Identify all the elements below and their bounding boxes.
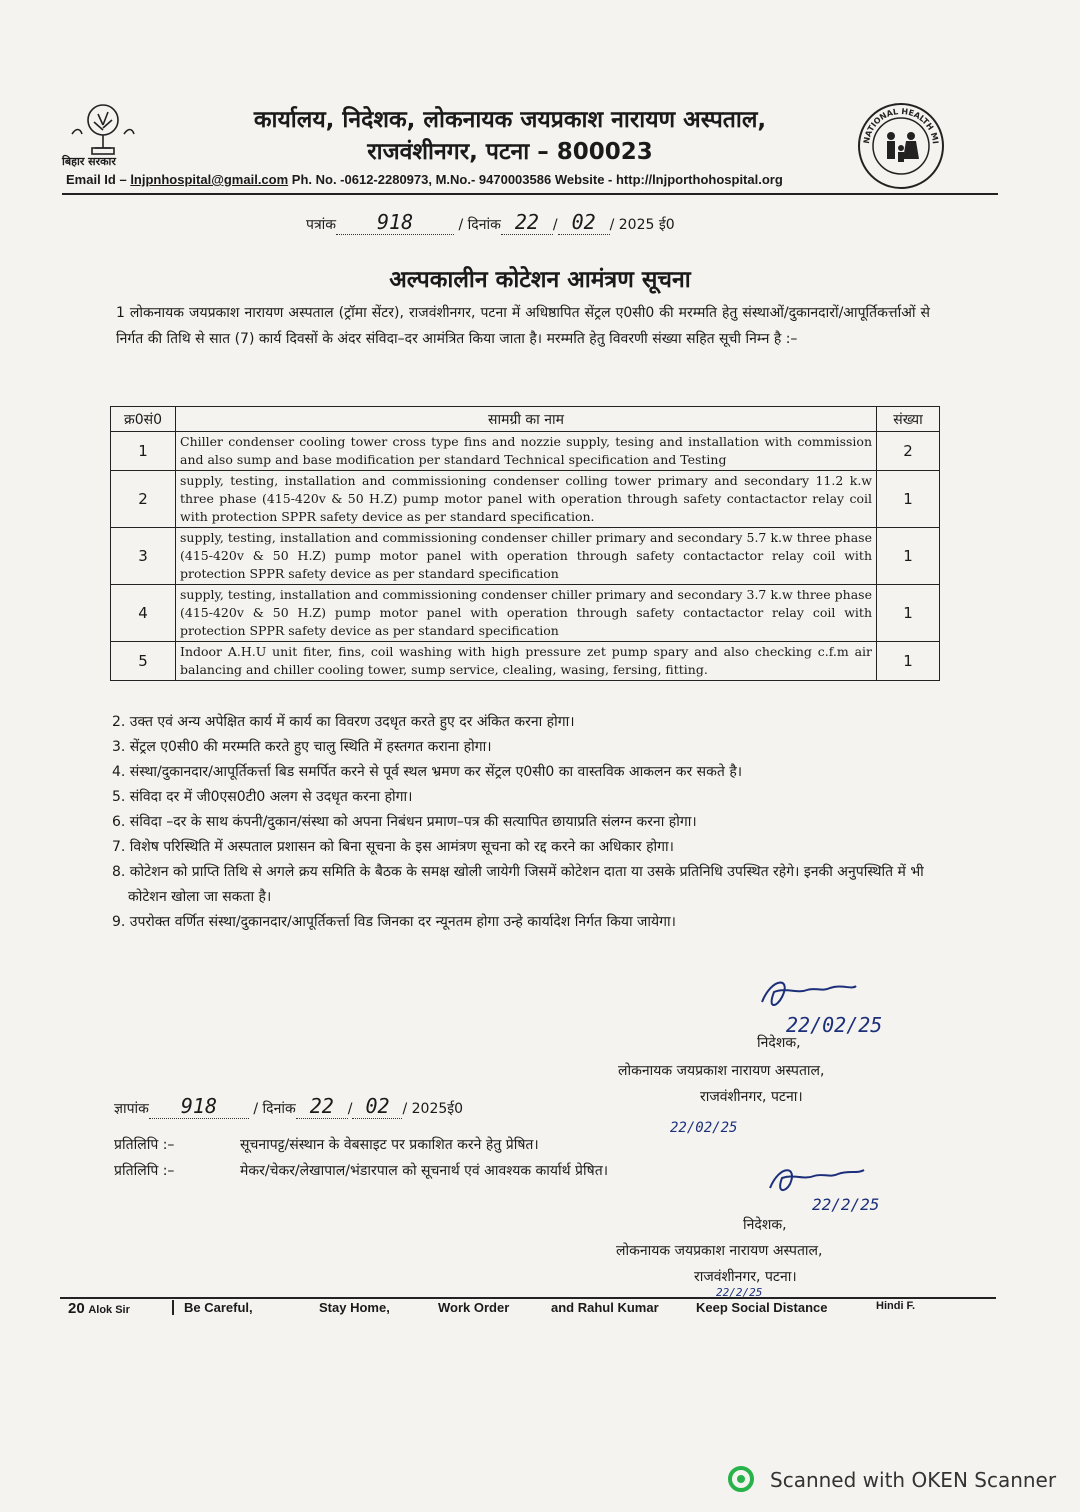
row-quantity: 2 (877, 432, 940, 471)
footer-page-number: 20 Alok Sir (68, 1300, 130, 1317)
signature-2-designation: निदेशक, (743, 1217, 787, 1233)
dinank-label: / दिनांक (458, 217, 501, 233)
memo-line: ज्ञापांक 918 / दिनांक 22 / 02 / 2025ई0 (114, 1094, 464, 1118)
footer-work-order: Work Order (438, 1300, 510, 1315)
footer-alok: Alok Sir (88, 1304, 130, 1316)
patrank-number: 918 (336, 210, 454, 235)
signature-1-date: 22/02/25 (786, 1013, 883, 1037)
scanner-text: Scanned with OKEN Scanner (770, 1468, 1057, 1492)
date-month: 02 (558, 210, 610, 235)
table-row (111, 471, 940, 528)
header-sn: क्र0सं0 (111, 407, 176, 432)
reference-line: पत्रांक 918 / दिनांक 22 / 02 / 2025 ई0 (306, 210, 675, 234)
signature-1-org-line-1: लोकनायक जयप्रकाश नारायण अस्पताल, (618, 1063, 825, 1079)
table-row (111, 528, 940, 585)
memo-month: 02 (352, 1094, 402, 1119)
footer-keep-social: Keep Social Distance (696, 1300, 828, 1315)
notice-title: अल्पकालीन कोटेशन आमंत्रण सूचना (389, 267, 691, 293)
table-header-row (111, 407, 940, 432)
memo-year: / 2025ई0 (402, 1101, 464, 1117)
row-sn: 5 (111, 642, 176, 681)
copy-label: प्रतिलिपि :– (114, 1137, 175, 1153)
condition-item: 4. संस्था/दुकानदार/आपूर्तिकर्त्ता बिड समर्पित करने से पूर्व स्थल भ्रमण कर सेंट्रल ए0सी0 का वास्तविक आकलन कर सकते है। (112, 764, 743, 780)
row-sn: 1 (111, 432, 176, 471)
memo-label: ज्ञापांक (114, 1101, 149, 1117)
header-rule (62, 193, 998, 195)
row-quantity: 1 (877, 642, 940, 681)
condition-item: 3. सेंट्रल ए0सी0 की मरम्मति करते हुए चालु स्थिति में हस्तगत कराना होगा। (112, 739, 492, 755)
row-sn: 3 (111, 528, 176, 585)
copies-list (114, 1132, 608, 1184)
row-sn: 2 (111, 471, 176, 528)
date-year: / 2025 ई0 (609, 217, 675, 233)
contact-line (66, 172, 946, 187)
conditions-list (112, 710, 934, 935)
row-description: supply, testing, installation and commissioning condenser chiller primary and secondary 5.7 k.w three phase (415-420v & 50 H.Z) pump motor panel with operation through safety contactactor relay coil with protection SPPR safety device as per standard specification (176, 528, 877, 585)
signature-1-designation: निदेशक, (757, 1035, 801, 1051)
footer-stay-home: Stay Home, (319, 1300, 390, 1315)
oken-scanner-icon (728, 1466, 754, 1492)
memo-dinank-label: / दिनांक (253, 1101, 296, 1117)
row-quantity: 1 (877, 585, 940, 642)
signature-2-date: 22/2/25 (812, 1195, 880, 1214)
initial-2-date: 22/2/25 (716, 1286, 763, 1299)
condition-item: 8. कोटेशन को प्राप्ति तिथि से अगले क्रय समिति के बैठक के समक्ष खोली जायेगी जिसमें कोटेशन दाता या उसके प्रतिनिधि उपस्थित रहेगे। इनकी अनुपस्थिति में भी कोटेशन खोला जा सकता है। (112, 864, 924, 905)
phone-website: Ph. No. -0612-2280973, M.No.- 9470003586 Website - http://lnjporthohospital.org (288, 172, 783, 187)
condition-item: 9. उपरोक्त वर्णित संस्था/दुकानदार/आपूर्तिकर्त्ता विड जिनका दर न्यूनतम होगा उन्हे कार्यादेश निर्गत किया जायेगा। (112, 914, 676, 930)
nhm-seal-text: NATIONAL HEALTH MI (861, 106, 940, 145)
table-row (111, 585, 940, 642)
bihar-emblem (62, 100, 144, 170)
initial-1-date: 22/02/25 (670, 1120, 738, 1136)
copy-item (114, 1132, 608, 1158)
office-line-1: कार्यालय, निदेशक, लोकनायक जयप्रकाश नारायण अस्पताल, (253, 107, 767, 133)
row-description: Chiller condenser cooling tower cross type fins and nozzie supply, tesing and installation with commission and also sump and base modification per standard Technical specification and Testing (176, 432, 877, 471)
initial-1 (668, 1110, 748, 1140)
items-table (110, 406, 940, 681)
header-item-name: सामग्री का नाम (176, 407, 877, 432)
signature-2-org-line-1: लोकनायक जयप्रकाश नारायण अस्पताल, (616, 1243, 823, 1259)
email-link[interactable]: lnjpnhospital@gmail.com (130, 172, 289, 187)
condition-item: 2. उक्त एवं अन्य अपेक्षित कार्य में कार्य का विवरण उदधृत करते हुए दर अंकित करना होगा। (112, 714, 575, 730)
patrank-label: पत्रांक (306, 217, 337, 233)
copy-item (114, 1158, 608, 1184)
header-quantity: संख्या (877, 407, 940, 432)
row-quantity: 1 (877, 471, 940, 528)
condition-item: 6. संविदा –दर के साथ कंपनी/दुकान/संस्था को अपना निबंधन प्रमाण–पत्र की सत्यापित छायाप्रति संलग्न करना होगा। (112, 814, 697, 830)
bodhi-tree-icon (62, 100, 144, 156)
row-quantity: 1 (877, 528, 940, 585)
memo-number: 918 (149, 1094, 249, 1119)
copy-label: प्रतिलिपि :– (114, 1163, 175, 1179)
office-heading (150, 104, 870, 168)
table-row (111, 642, 940, 681)
footer-be-careful: Be Careful, (172, 1300, 253, 1315)
signature-1-org-line-2: राजवंशीनगर, पटना। (700, 1089, 803, 1105)
row-sn: 4 (111, 585, 176, 642)
condition-item: 7. विशेष परिस्थिति में अस्पताल प्रशासन को बिना सूचना के इस आमंत्रण सूचना को रद्द करने का अधिकार होगा। (112, 839, 674, 855)
row-description: supply, testing, installation and commissioning condenser chiller primary and secondary 3.7 k.w three phase (415-420v & 50 H.Z) pump motor panel with operation through safety contactactor relay coil with protection SPPR safety device as per standard specification (176, 585, 877, 642)
director-signature-2 (762, 1160, 892, 1220)
copy-text: मेकर/चेकर/लेखापाल/भंडारपाल को सूचनार्थ एवं आवश्यक कार्यार्थ प्रेषित। (240, 1163, 609, 1179)
row-description: supply, testing, installation and commissioning condenser colling tower primary and secondary 11.2 k.w three phase (415-420v & 50 H.Z) pump motor panel with operation through safety contactactor relay coil with protection SPPR safety device as per standard specification. (176, 471, 877, 528)
scanner-watermark (728, 1466, 1056, 1492)
condition-item: 5. संविदा दर में जी0एस0टी0 अलग से उदधृत करना होगा। (112, 789, 413, 805)
signature-2-org-line-2: राजवंशीनगर, पटना। (694, 1269, 797, 1285)
email-label: Email Id – (66, 172, 131, 187)
office-line-2: राजवंशीनगर, पटना – 800023 (367, 139, 653, 165)
memo-day: 22 (296, 1094, 348, 1119)
footer-and-rahul: and Rahul Kumar (551, 1300, 659, 1315)
intro-paragraph: 1 लोकनायक जयप्रकाश नारायण अस्पताल (ट्रॉमा सेंटर), राजवंशीनगर, पटना में अधिष्ठापित सेंट्रल ए0सी0 की मरम्मति हेतु संस्थाओं/दुकानदारों/आपूर्तिकर्त्ताओं से निर्गत की तिथि से सात (7) कार्य दिवसों के अंदर संविदा–दर आमंत्रित किया जाता है। मरम्मति हेतु विवरणी संख्या सहित सूची निम्न है :– (116, 305, 930, 347)
table-row (111, 432, 940, 471)
copy-text: सूचनापट्ट/संस्थान के वेबसाइट पर प्रकाशित करने हेतु प्रेषित। (240, 1137, 539, 1153)
footer-rule (60, 1297, 996, 1299)
date-day: 22 (501, 210, 553, 235)
footer-hindi-f: Hindi F. (876, 1300, 916, 1312)
state-label: बिहार सरकार (62, 155, 116, 168)
row-description: Indoor A.H.U unit fiter, fins, coil washing with high pressure zet pump spary and also checking c.f.m air balancing and chiller cooling tower, sump service, clealing, wasing, fersing, fitting. (176, 642, 877, 681)
